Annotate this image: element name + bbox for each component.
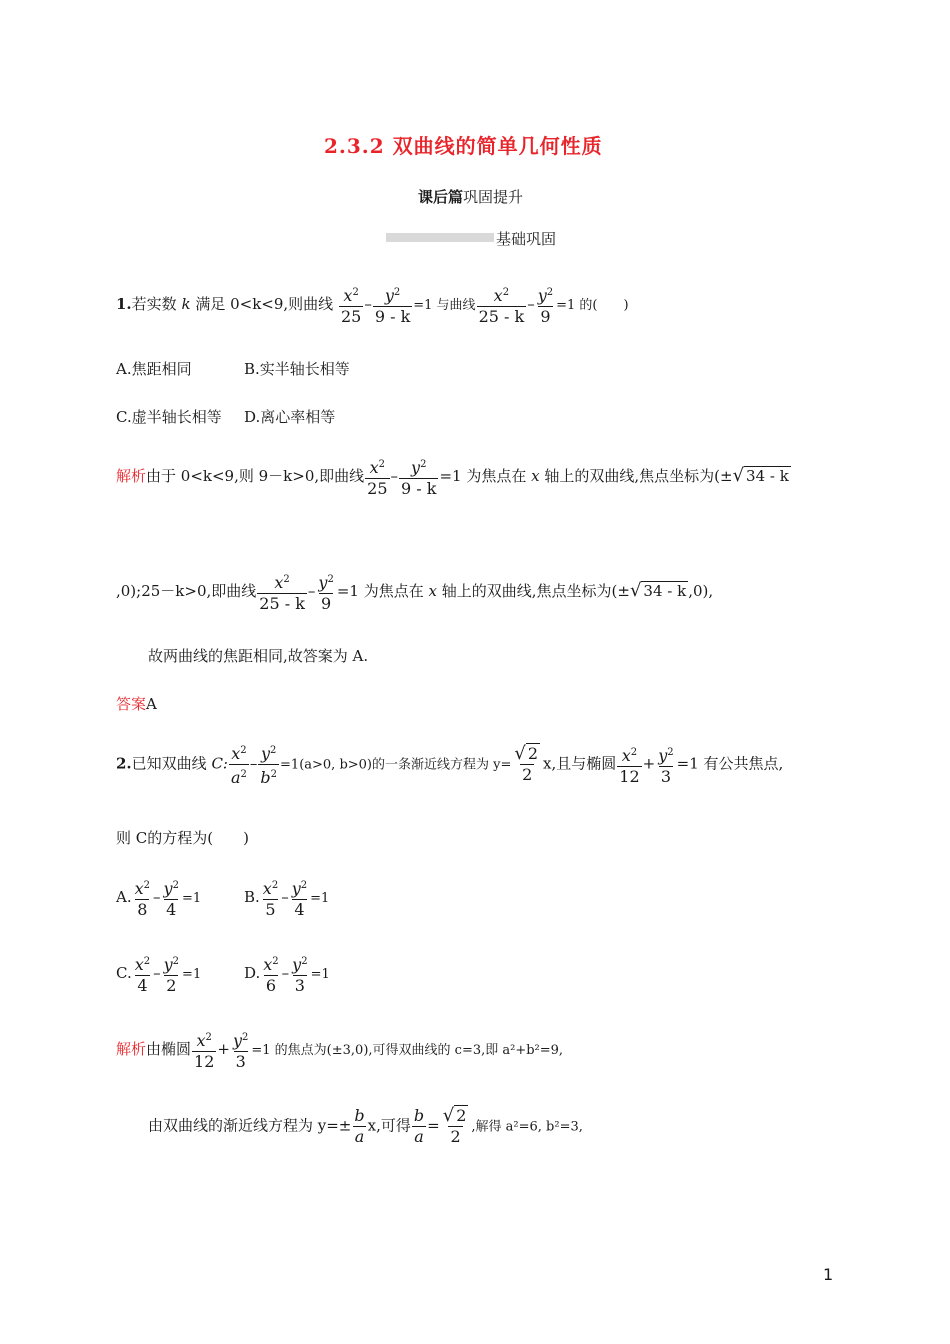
fraction: $\frac{y^2}{3}$ (658, 745, 674, 786)
q2-text: =1(a>0, b>0)的一条渐近线方程为 y= (280, 757, 512, 773)
solution-text: 由椭圆 (146, 1040, 192, 1058)
solution-text: ,0), (688, 582, 714, 600)
q2-option-b[interactable]: B. $\frac{x^2}{5}$ – $\frac{y^2}{4}$ =1 (244, 879, 330, 919)
q2-option-c[interactable]: C. $\frac{x^2}{4}$ – $\frac{y^2}{2}$ =1 (116, 955, 202, 995)
fraction: $\frac{x^2}{25 - k}$ (478, 286, 525, 326)
q2-stem-line2: 则 C的方程为( ) (116, 829, 249, 847)
q1-solution-line3: 故两曲线的焦距相同,故答案为 A. (148, 647, 369, 665)
sqrt: √ 34 - k (629, 580, 687, 601)
q1-solution-line2 (116, 570, 713, 614)
q1-number: 1. (116, 295, 132, 313)
q1-option-b[interactable]: B.实半轴长相等 (244, 360, 350, 378)
fraction: $\frac{b}{a}$ (354, 1106, 365, 1146)
solution-text: 由于 0<k<9,则 9－k>0,即曲线 (146, 467, 365, 485)
q1-text: 若实数 (131, 295, 182, 313)
q2-solution-line1 (116, 1028, 563, 1072)
q1-text: 满足 0<k<9,则曲线 (190, 295, 334, 313)
q1-var: k (181, 295, 191, 313)
answer-tag: 答案 (116, 695, 147, 713)
q2-text: =1 有公共焦点, (676, 754, 784, 773)
section-subtitle (418, 187, 523, 207)
section-label: 基础巩固 (496, 230, 557, 248)
fraction: $\frac{x^2}{25}$ (340, 286, 362, 326)
fraction: $\frac{x^2}{12}$ (619, 745, 640, 786)
var-c: C: (211, 754, 228, 773)
q2-text: 已知双曲线 (131, 754, 212, 773)
q2-option-a[interactable]: A. $\frac{x^2}{8}$ – $\frac{y^2}{4}$ =1 (116, 879, 202, 919)
subtitle-bold: 课后篇 (418, 188, 464, 206)
q1-option-d[interactable]: D.离心率相等 (244, 408, 336, 426)
q1-text: =1 与曲线 (413, 298, 476, 313)
q1-solution-line1 (116, 455, 791, 499)
plus-sign: + (217, 1040, 230, 1058)
q2-stem (116, 741, 783, 788)
fraction: $\frac{x^2}{25 - k}$ (259, 573, 305, 613)
q2-text: x,且与椭圆 (543, 754, 617, 773)
fraction: $\frac{√ 2}{2}$ (514, 743, 539, 784)
solution-text: ,0);25－k>0,即曲线 (116, 582, 257, 600)
sqrt: √ 34 - k (732, 465, 789, 486)
solution-text: 轴上的双曲线,焦点坐标为(± (436, 582, 630, 600)
solution-text: ,解得 a²=6, b²=3, (471, 1119, 583, 1135)
section-bar (386, 233, 494, 242)
fraction: $\frac{y^2}{9}$ (318, 573, 334, 613)
fraction: $\frac{y^2}{9 - k}$ (401, 458, 437, 498)
solution-tag: 解析 (116, 467, 147, 485)
minus-sign: – (307, 582, 316, 600)
q2-option-d[interactable]: D. $\frac{x^2}{6}$ – $\frac{y^2}{3}$ =1 (244, 955, 330, 995)
fraction: $\frac{x^2}{12}$ (194, 1031, 215, 1071)
solution-text: =1 为焦点在 (336, 582, 429, 600)
q1-answer (116, 694, 157, 714)
solution-tag: 解析 (116, 1040, 147, 1058)
solution-text: 轴上的双曲线,焦点坐标为(± (539, 467, 733, 485)
subtitle-rest: 巩固提升 (463, 188, 524, 206)
q1-option-a[interactable]: A.焦距相同 (116, 360, 192, 378)
fraction: $\frac{b}{a}$ (413, 1106, 425, 1146)
solution-text: x,可得 (367, 1116, 411, 1135)
fraction: $\frac{x^2}{25}$ (367, 458, 388, 498)
minus-sign: – (249, 754, 258, 773)
fraction: $\frac{y^2}{3}$ (232, 1031, 249, 1071)
page-number: 1 (823, 1265, 834, 1284)
var-x: x (428, 582, 437, 600)
minus-sign: – (390, 467, 399, 485)
q1-stem (116, 283, 629, 327)
minus-sign: – (364, 295, 372, 313)
var-x: x (531, 467, 540, 485)
solution-text: 由双曲线的渐近线方程为 y=± (148, 1116, 352, 1135)
fraction: $\frac{x^2}{a^2}$ (230, 744, 247, 787)
fraction: $\frac{y^2}{9 - k}$ (374, 286, 411, 326)
page-title: 2.3.2 双曲线的简单几何性质 (324, 134, 603, 158)
fraction: $\frac{√ 2}{2}$ (442, 1105, 467, 1146)
answer-value: A (146, 695, 157, 713)
minus-sign: – (527, 295, 535, 313)
q1-text: =1 的( ) (556, 298, 629, 313)
q1-option-c[interactable]: C.虚半轴长相等 (116, 408, 222, 426)
solution-text: =1 为焦点在 (439, 467, 532, 485)
plus-sign: + (642, 754, 656, 773)
equals-sign: = (427, 1116, 440, 1135)
fraction: $\frac{y^2}{9}$ (537, 286, 554, 326)
solution-text: =1 的焦点为(±3,0),可得双曲线的 c=3,即 a²+b²=9, (251, 1043, 564, 1058)
fraction: $\frac{y^2}{b^2}$ (260, 744, 278, 787)
q2-solution-line2 (148, 1106, 583, 1147)
q2-number: 2. (116, 754, 132, 773)
